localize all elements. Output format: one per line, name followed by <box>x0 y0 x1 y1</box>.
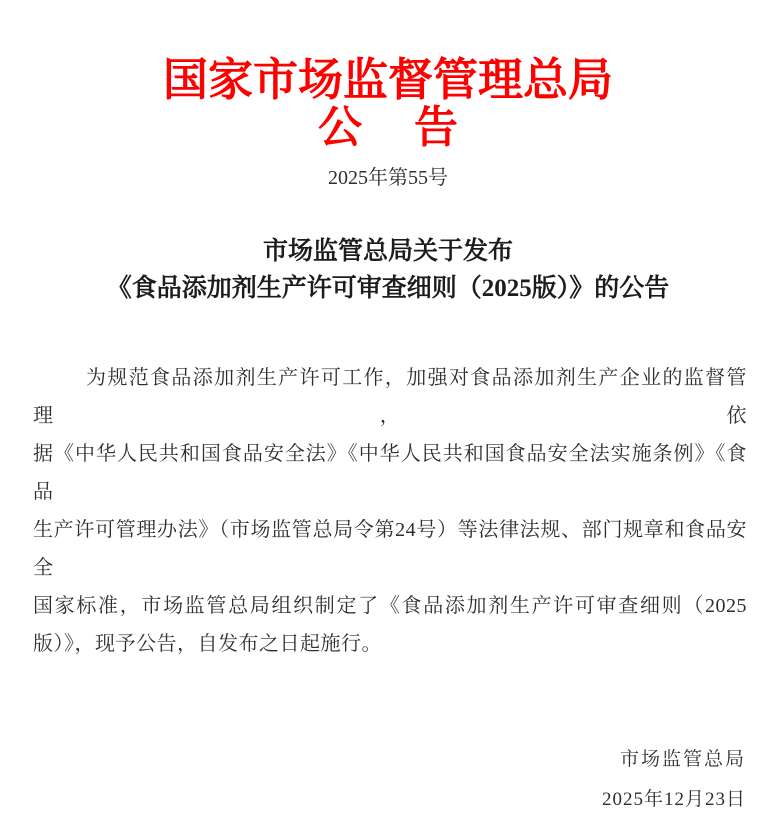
agency-title: 国家市场监督管理总局 <box>162 55 613 105</box>
heading-line-2: 《食品添加剂生产许可审查细则（2025版）》的公告 <box>106 275 670 302</box>
announcement-heading <box>0 233 776 307</box>
notice-title <box>0 105 776 151</box>
doc-number: 2025年第55号 <box>328 167 448 189</box>
body-line: 版）》，现予公告，自发布之日起施行。 <box>33 633 382 655</box>
masthead <box>0 55 776 191</box>
issuer-name: 市场监管总局 <box>619 749 746 770</box>
body-line: 生产许可管理办法》（市场监管总局令第24号）等法律法规、部门规章和食品安全 <box>33 519 747 579</box>
signature-block <box>0 747 776 813</box>
notice-char-gong: 公 <box>318 103 362 152</box>
announcement-document <box>0 55 776 810</box>
body-line: 据《中华人民共和国食品安全法》《中华人民共和国食品安全法实施条例》《食品 <box>33 443 747 503</box>
body-line: 为规范食品添加剂生产许可工作，加强对食品添加剂生产企业的监督管理，依 <box>33 367 747 427</box>
notice-char-gao: 告 <box>414 103 458 152</box>
body-line: 国家标准，市场监管总局组织制定了《食品添加剂生产许可审查细则（2025 <box>33 595 747 617</box>
heading-line-1: 市场监管总局关于发布 <box>262 238 513 265</box>
issue-date: 2025年12月23日 <box>601 789 746 810</box>
body-paragraph <box>33 359 747 663</box>
